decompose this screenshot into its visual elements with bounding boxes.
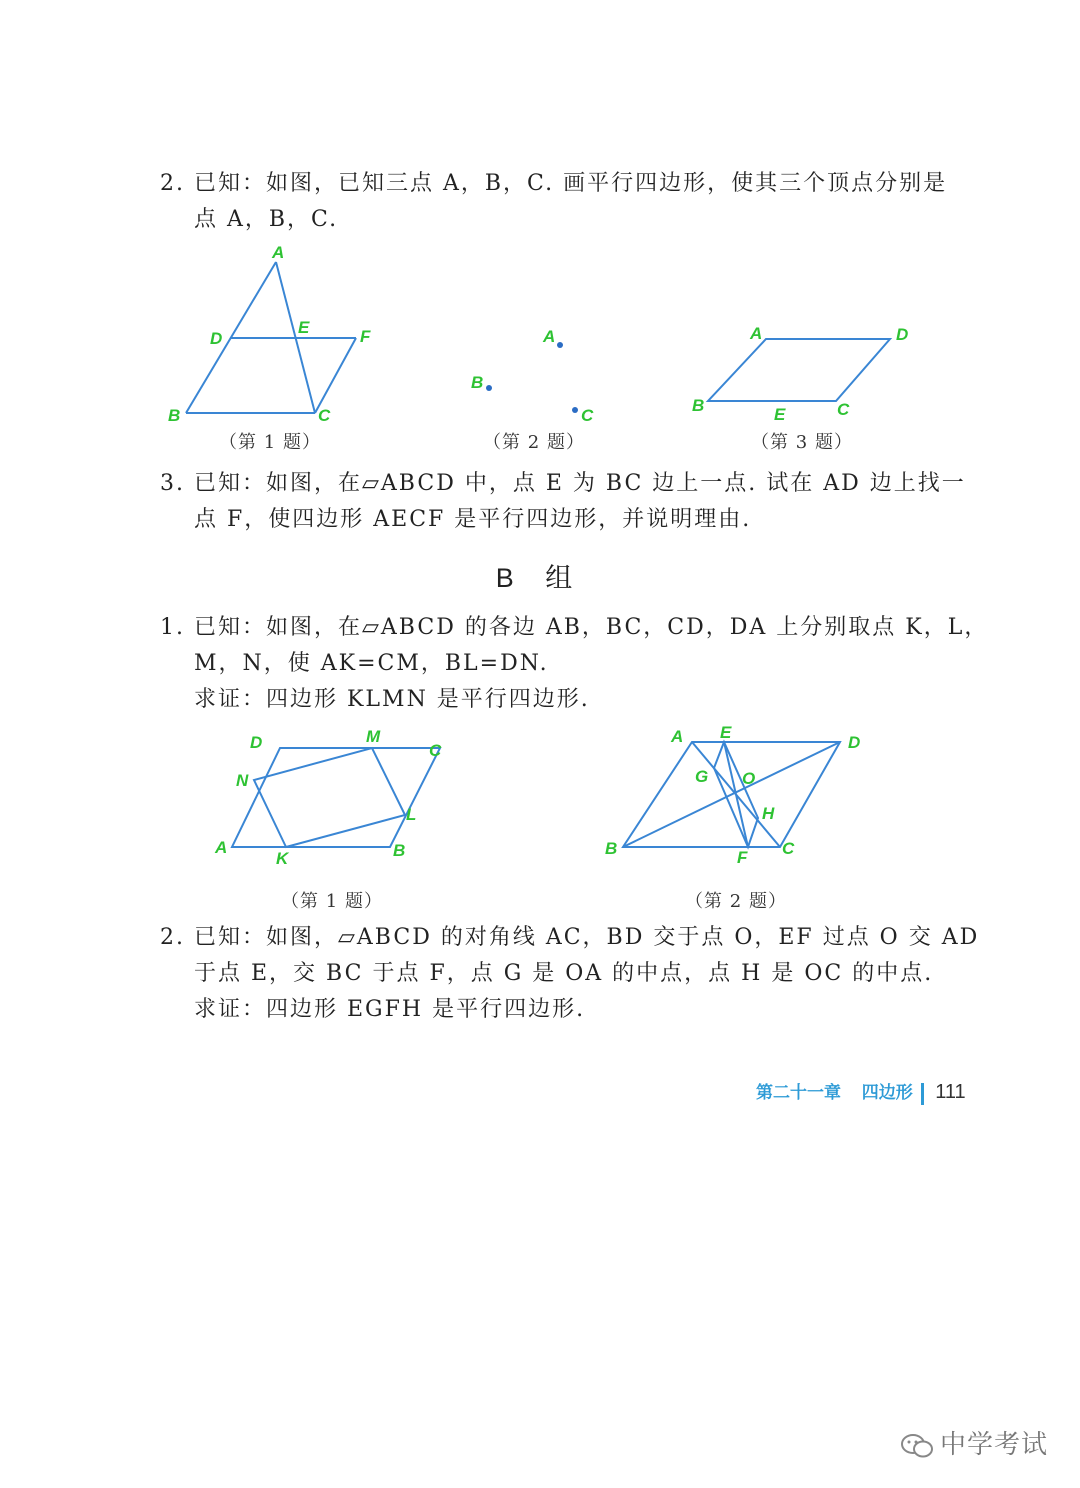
label-n: N <box>236 771 249 790</box>
problem-b2 <box>160 920 980 1028</box>
figure-b1 <box>200 726 460 866</box>
page-footer <box>756 1078 966 1105</box>
problem-a2 <box>160 166 948 238</box>
label-a: A <box>272 243 285 262</box>
problem-b1 <box>160 610 989 718</box>
problem-b1-line3: 求证：四边形 KLMN 是平行四边形. <box>194 687 590 712</box>
label-e: E <box>298 318 310 337</box>
figure-a2 <box>460 318 610 428</box>
label-h: H <box>762 804 775 823</box>
label-b: B <box>471 373 484 392</box>
label-d: D <box>848 733 861 752</box>
footer-topic: 四边形 <box>861 1083 913 1102</box>
label-b: B <box>692 396 705 415</box>
label-o: O <box>742 769 756 788</box>
problem-a3-line1: 3. 已知：如图，在▱ABCD 中，点 E 为 BC 边上一点. 试在 AD 边上找一 <box>160 471 966 496</box>
watermark <box>900 1424 1048 1461</box>
label-a: A <box>750 324 763 343</box>
wechat-icon <box>900 1432 934 1460</box>
page-number: 111 <box>935 1081 966 1103</box>
label-g: G <box>695 767 709 786</box>
label-d: D <box>250 733 263 752</box>
label-f: F <box>360 327 371 346</box>
problem-b1-line2: M，N，使 AK=CM，BL=DN. <box>194 651 549 676</box>
label-c: C <box>318 406 331 425</box>
caption-b2: （第 2 题） <box>685 891 787 912</box>
caption-a2: （第 2 题） <box>483 432 585 453</box>
problem-a3 <box>160 466 966 538</box>
label-c: C <box>581 406 594 425</box>
label-b: B <box>605 839 618 858</box>
watermark-text: 中学考试 <box>940 1430 1049 1460</box>
segment-ef <box>724 742 748 847</box>
label-c: C <box>429 741 442 760</box>
footer-separator <box>921 1083 924 1105</box>
label-b: B <box>168 406 181 425</box>
quadrilateral-klmn <box>254 748 405 847</box>
label-a: A <box>215 838 228 857</box>
caption-a3: （第 3 题） <box>751 432 853 453</box>
label-d: D <box>210 329 223 348</box>
label-c: C <box>837 400 850 419</box>
label-e: E <box>774 405 786 424</box>
point-a <box>557 342 563 348</box>
point-b <box>486 385 492 391</box>
figure-b2 <box>600 722 880 872</box>
label-l: L <box>406 805 417 824</box>
label-d: D <box>896 325 909 344</box>
figure-a3 <box>688 318 928 428</box>
problem-b2-line2: 于点 E，交 BC 于点 F，点 G 是 OA 的中点，点 H 是 OC 的中点. <box>194 961 934 986</box>
label-a: A <box>543 327 556 346</box>
label-a: A <box>671 727 684 746</box>
section-b-title: B 组 <box>495 563 585 593</box>
point-c <box>572 407 578 413</box>
problem-b2-line1: 2. 已知：如图，▱ABCD 的对角线 AC，BD 交于点 O，EF 过点 O 交 AD <box>160 925 980 950</box>
label-f: F <box>737 848 748 867</box>
problem-a3-line2: 点 F，使四边形 AECF 是平行四边形，并说明理由. <box>194 507 752 532</box>
footer-chapter: 第二十一章 <box>756 1083 841 1102</box>
caption-b1: （第 1 题） <box>281 891 383 912</box>
caption-a1: （第 1 题） <box>219 432 321 453</box>
label-e: E <box>720 723 732 742</box>
parallelogram-abcd <box>708 339 890 401</box>
label-c: C <box>782 839 795 858</box>
label-m: M <box>366 727 381 746</box>
edge-fc <box>315 338 356 413</box>
figure-a1 <box>160 238 400 428</box>
problem-b1-line1: 1. 已知：如图，在▱ABCD 的各边 AB，BC，CD，DA 上分别取点 K，L， <box>160 615 989 640</box>
label-b: B <box>393 841 406 860</box>
problem-b2-line3: 求证：四边形 EGFH 是平行四边形. <box>194 997 586 1022</box>
problem-a2-line2: 点 A，B，C. <box>194 207 339 232</box>
problem-a2-line1: 2. 已知：如图，已知三点 A，B，C. 画平行四边形，使其三个顶点分别是 <box>160 171 948 196</box>
label-k: K <box>276 849 289 868</box>
